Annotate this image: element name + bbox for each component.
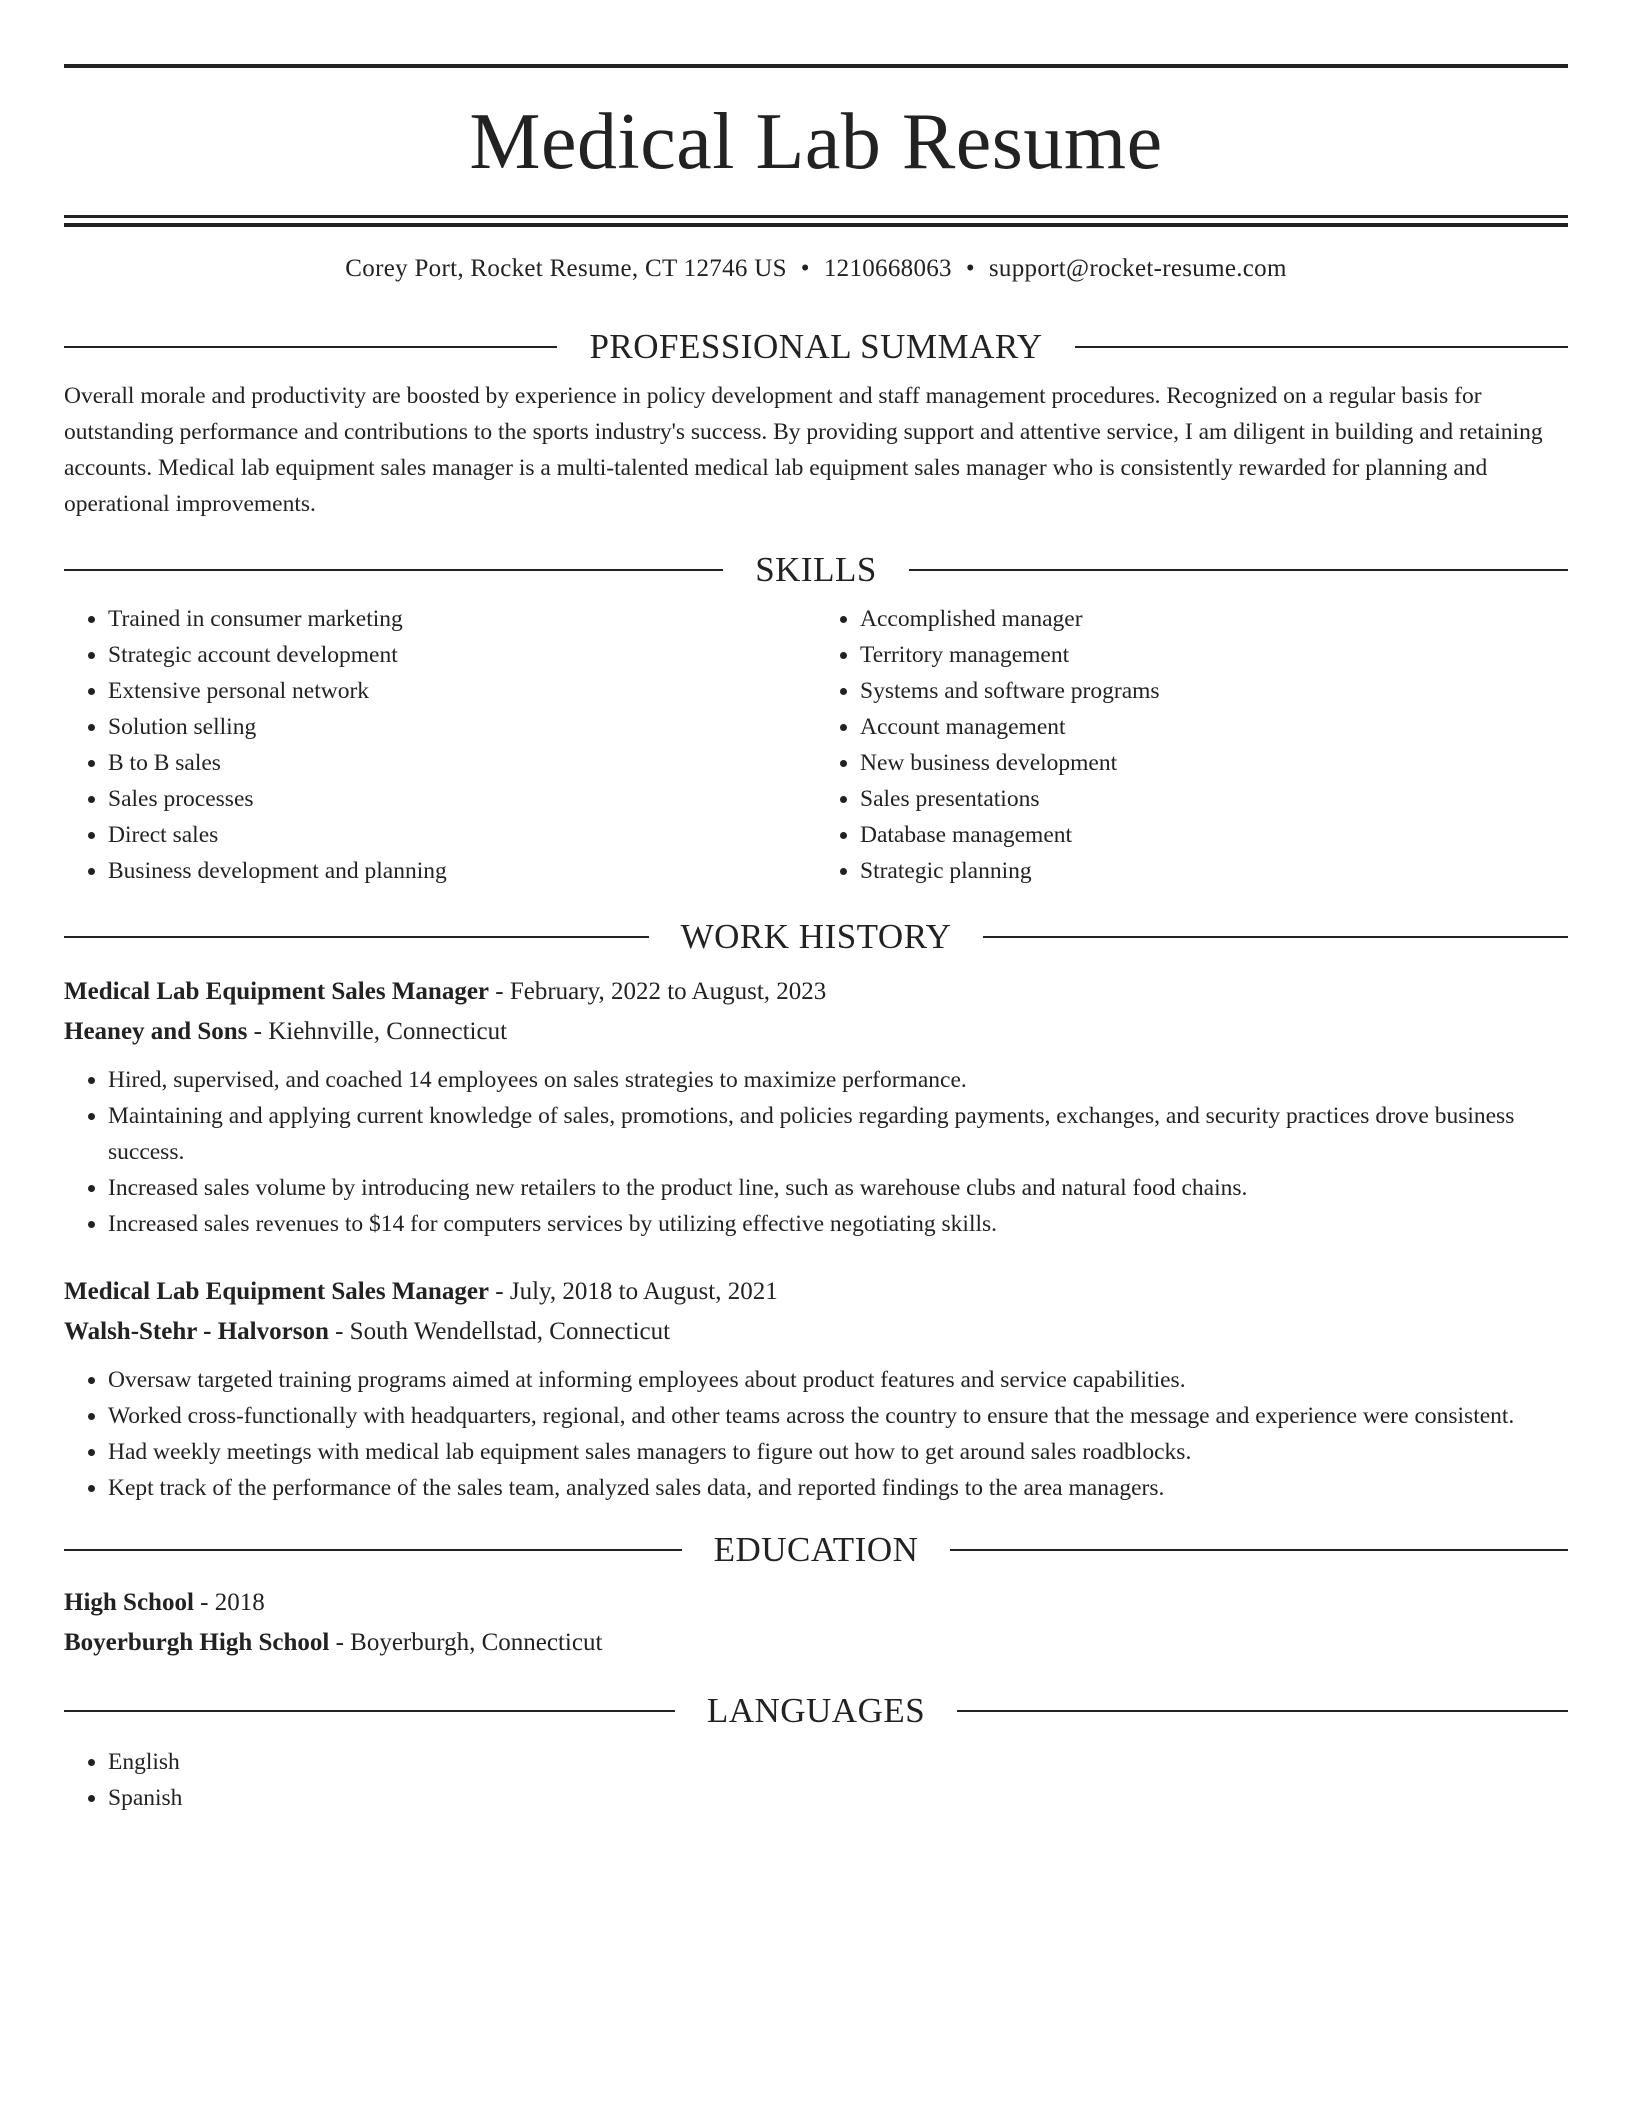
education-location: - Boyerburgh, Connecticut [329,1629,603,1656]
job-bullet: • Increased sales revenues to $14 for computers services by utilizing effective negotiating skills. [108,1206,1568,1242]
heading-rule [64,1710,675,1712]
job-bullet: • Oversaw targeted training programs aimed at informing employees about product features and service capabilities. [108,1362,1568,1398]
job-bullet: • Maintaining and applying current knowledge of sales, promotions, and policies regarding payments, exchanges, and security practices drove business success. [108,1098,1568,1170]
job-company: Heaney and Sons [64,1018,248,1045]
skill-item: • Territory management [860,637,1568,673]
heading-rule [909,569,1568,571]
job-bullet: • Worked cross-functionally with headquarters, regional, and other teams across the country to ensure that the message and experience were consistent. [108,1398,1568,1434]
heading-rule [64,569,723,571]
skill-item: • New business development [860,745,1568,781]
job-bullets [64,1362,1568,1506]
job-entry [64,1272,1568,1506]
work-heading [64,919,1568,954]
job-company-line [64,1012,1568,1052]
skills-heading [64,552,1568,587]
education-school-line [64,1623,1568,1663]
languages-heading-label: LANGUAGES [706,1691,926,1730]
job-location: - Kiehnville, Connecticut [247,1018,508,1045]
language-item: • English [108,1744,1568,1780]
skill-item: • Account management [860,709,1568,745]
job-dates: - February, 2022 to August, 2023 [489,978,827,1005]
contact-line [64,255,1568,283]
job-location: - South Wendellstad, Connecticut [328,1318,671,1345]
skill-item: • Strategic planning [860,853,1568,889]
skill-item: • Solution selling [108,709,816,745]
heading-rule [64,346,557,348]
job-bullet: • Had weekly meetings with medical lab equipment sales managers to figure out how to get around sales roadblocks. [108,1434,1568,1470]
summary-heading-label: PROFESSIONAL SUMMARY [589,327,1043,366]
heading-rule [1075,346,1568,348]
job-title-line [64,1272,1568,1312]
contact-address: Corey Port, Rocket Resume, CT 12746 US [345,255,787,282]
education-school: Boyerburgh High School [64,1629,330,1656]
heading-rule [957,1710,1568,1712]
skill-item: • Database management [860,817,1568,853]
resume-title: Medical Lab Resume [469,98,1163,186]
job-title-line [64,972,1568,1012]
contact-separator: • [800,255,810,282]
language-item: • Spanish [108,1780,1568,1816]
education-heading [64,1532,1568,1567]
contact-email: support@rocket-resume.com [988,255,1287,282]
education-year: - 2018 [193,1589,265,1616]
summary-text: Overall morale and productivity are boosted by experience in policy development and staff management procedures. Recognized on a regular basis for outstanding performance and contributions to the sports industry's success. By providing support and attentive service, I am diligent in building and retaining accounts. Medical lab equipment sales manager is a multi-talented medical lab equipment sales manager who is consistently rewarded for planning and operational improvements. [64,383,1543,517]
job-company: Walsh-Stehr - Halvorson [64,1318,329,1345]
skill-item: • Trained in consumer marketing [108,601,816,637]
skill-item: • B to B sales [108,745,816,781]
job-bullet: • Kept track of the performance of the sales team, analyzed sales data, and reported findings to the area managers. [108,1470,1568,1506]
skills-columns [64,601,1568,889]
education-degree-line [64,1583,1568,1623]
contact-separator: • [965,255,975,282]
heading-rule [64,936,649,938]
skill-item: • Accomplished manager [860,601,1568,637]
skill-item: • Sales presentations [860,781,1568,817]
education-degree: High School [64,1589,194,1616]
skill-item: • Systems and software programs [860,673,1568,709]
skills-list-left [64,601,816,889]
languages-list [64,1744,1568,1816]
job-bullet: • Increased sales volume by introducing new retailers to the product line, such as warehouse clubs and natural food chains. [108,1170,1568,1206]
job-title: Medical Lab Equipment Sales Manager [64,1278,490,1305]
languages-heading [64,1693,1568,1728]
heading-rule [64,1549,682,1551]
heading-rule [983,936,1568,938]
skill-item: • Extensive personal network [108,673,816,709]
skills-heading-label: SKILLS [755,550,877,589]
job-title: Medical Lab Equipment Sales Manager [64,978,490,1005]
job-bullets [64,1062,1568,1242]
skills-list-right [816,601,1568,889]
job-entry [64,972,1568,1242]
contact-phone: 1210668063 [823,255,952,282]
summary-heading [64,329,1568,364]
resume-page [64,64,1568,1816]
job-company-line [64,1312,1568,1352]
title-double-rule [64,215,1568,227]
skill-item: • Direct sales [108,817,816,853]
top-rule [64,64,1568,68]
work-heading-label: WORK HISTORY [680,917,952,956]
skill-item: • Sales processes [108,781,816,817]
job-dates: - July, 2018 to August, 2021 [489,1278,778,1305]
job-bullet: • Hired, supervised, and coached 14 employees on sales strategies to maximize performance. [108,1062,1568,1098]
skill-item: • Strategic account development [108,637,816,673]
education-entry [64,1583,1568,1663]
skill-item: • Business development and planning [108,853,816,889]
education-heading-label: EDUCATION [713,1530,919,1569]
heading-rule [950,1549,1568,1551]
